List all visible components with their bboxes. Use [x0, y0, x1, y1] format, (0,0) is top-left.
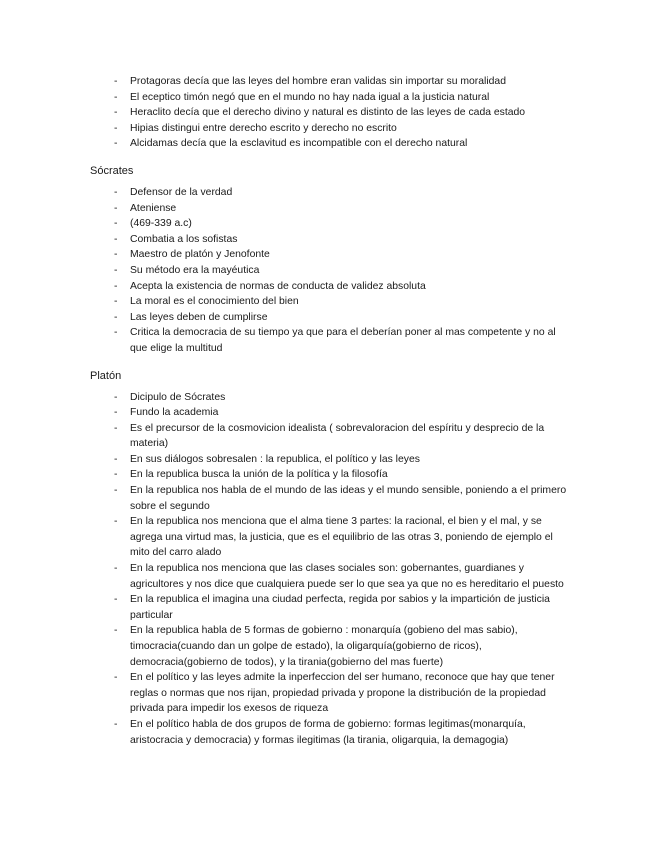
dash-bullet: - — [114, 407, 118, 419]
list-item — [114, 670, 572, 717]
list-item — [114, 592, 572, 623]
list-item-text: Las leyes deben de cumplirse — [130, 311, 268, 323]
list-item-text: La moral es el conocimiento del bien — [130, 296, 299, 308]
list-item — [114, 405, 572, 421]
list-item — [114, 514, 572, 561]
list-item-text: Fundo la academia — [130, 407, 219, 419]
dash-bullet: - — [114, 563, 118, 575]
list-item-text: En el político habla de dos grupos de forma de gobierno: formas legitimas(monarquía, aristocracia y democracia) y formas ilegitimas (la tirania, oligarquia, la demagogia) — [130, 718, 526, 746]
list-item — [114, 136, 572, 152]
list-item — [114, 279, 572, 295]
list-item-text: En el político y las leyes admite la inperfeccion del ser humano, reconoce que hay que tener reglas o normas que nos rijan, propiedad privada y propone la distribución de la propiedad privada para impedir los exesos de riqueza — [130, 672, 555, 715]
list-item-text: Su método era la mayéutica — [130, 264, 260, 276]
dash-bullet: - — [114, 76, 118, 87]
dash-bullet: - — [114, 249, 118, 261]
list-item-text: Maestro de platón y Jenofonte — [130, 249, 270, 261]
list-item — [114, 294, 572, 310]
list-item — [114, 105, 572, 121]
list-item-text: Dicipulo de Sócrates — [130, 391, 226, 403]
dash-bullet: - — [114, 311, 118, 323]
dash-bullet: - — [114, 202, 118, 214]
list-item — [114, 232, 572, 248]
list-item-text: En la republica busca la unión de la política y la filosofía — [130, 469, 388, 481]
list-item-text: En sus diálogos sobresalen : la republica, el político y las leyes — [130, 453, 420, 465]
dash-bullet: - — [114, 296, 118, 308]
list-item-text: Defensor de la verdad — [130, 186, 233, 198]
list-item — [114, 467, 572, 483]
dash-bullet: - — [114, 625, 118, 637]
list-item-text: Ateniense — [130, 202, 177, 214]
list-item — [114, 421, 572, 452]
list-item — [114, 623, 572, 670]
list-item — [114, 185, 572, 201]
list-item-text: Acepta la existencia de normas de conducta de validez absoluta — [130, 280, 426, 292]
dash-bullet: - — [114, 718, 118, 730]
dash-bullet: - — [114, 264, 118, 276]
dash-bullet: - — [114, 327, 118, 339]
list-item-text: En la republica nos menciona que las clases sociales son: gobernantes, guardianes y agricultores y nos dice que cualquiera puede ser lo que sea ya que no es hereditario el puesto — [130, 563, 564, 590]
list-item-text: En la republica nos habla de el mundo de las ideas y el mundo sensible, poniendo a el primero sobre el segundo — [130, 485, 567, 512]
dash-bullet: - — [114, 672, 118, 684]
dash-bullet: - — [114, 453, 118, 465]
list-item — [114, 74, 572, 90]
list-item — [114, 121, 572, 137]
list-item-text: Critica la democracia de su tiempo ya que para el deberían poner al mas competente y no al que elige la multitud — [130, 327, 556, 354]
dash-bullet: - — [114, 391, 118, 403]
dash-bullet: - — [114, 516, 118, 528]
socrates-list — [90, 185, 572, 357]
list-item-text: Alcidamas decía que la esclavitud es incompatible con el derecho natural — [130, 138, 468, 150]
list-item — [114, 263, 572, 279]
list-item-text: Combatia a los sofistas — [130, 233, 238, 245]
list-item-text: En la republica el imagina una ciudad perfecta, regida por sabios y la impartición de justicia particular — [130, 594, 550, 621]
dash-bullet: - — [114, 107, 118, 119]
list-item-text: Protagoras decía que las leyes del hombre eran validas sin importar su moralidad — [130, 76, 506, 87]
list-item — [114, 216, 572, 232]
dash-bullet: - — [114, 218, 118, 230]
list-item — [114, 717, 572, 748]
dash-bullet: - — [114, 485, 118, 497]
dash-bullet: - — [114, 422, 118, 434]
list-item — [114, 390, 572, 406]
dash-bullet: - — [114, 233, 118, 245]
list-item — [114, 90, 572, 106]
list-item — [114, 247, 572, 263]
list-item-text: En la republica habla de 5 formas de gobierno : monarquía (gobieno del mas sabio), timocracia(cuando dan un golpe de estado), la oligarquía(gobierno de ricos), democracia(gobierno de todos), y la tirania(gobierno del mas fuerte) — [130, 625, 518, 668]
list-item — [114, 483, 572, 514]
list-item-text: En la republica nos menciona que el alma tiene 3 partes: la racional, el bien y el mal, y se agrega una virtud mas, la justicia, que es el equilibrio de las otras 3, poniendo de ejemplo el mito del carro alado — [130, 516, 553, 559]
dash-bullet: - — [114, 469, 118, 481]
dash-bullet: - — [114, 280, 118, 292]
dash-bullet: - — [114, 138, 118, 150]
list-item-text: (469-339 a.c) — [130, 218, 192, 230]
list-item — [114, 561, 572, 592]
list-item — [114, 325, 572, 356]
dash-bullet: - — [114, 186, 118, 198]
list-item — [114, 310, 572, 326]
list-item-text: Heraclito decía que el derecho divino y natural es distinto de las leyes de cada estado — [130, 107, 526, 119]
dash-bullet: - — [114, 122, 118, 134]
dash-bullet: - — [114, 91, 118, 103]
list-item — [114, 452, 572, 468]
intro-list — [90, 74, 572, 152]
list-item-text: Hipias distingui entre derecho escrito y derecho no escrito — [130, 122, 397, 134]
list-item-text: Es el precursor de la cosmovicion idealista ( sobrevaloracion del espíritu y desprecio de la materia) — [130, 422, 545, 450]
list-item-text: El eceptico timón negó que en el mundo no hay nada igual a la justicia natural — [130, 91, 490, 103]
dash-bullet: - — [114, 594, 118, 606]
socrates-heading: Sócrates — [90, 164, 134, 177]
list-item — [114, 201, 572, 217]
platon-list — [90, 390, 572, 749]
platon-heading: Platón — [90, 369, 122, 382]
